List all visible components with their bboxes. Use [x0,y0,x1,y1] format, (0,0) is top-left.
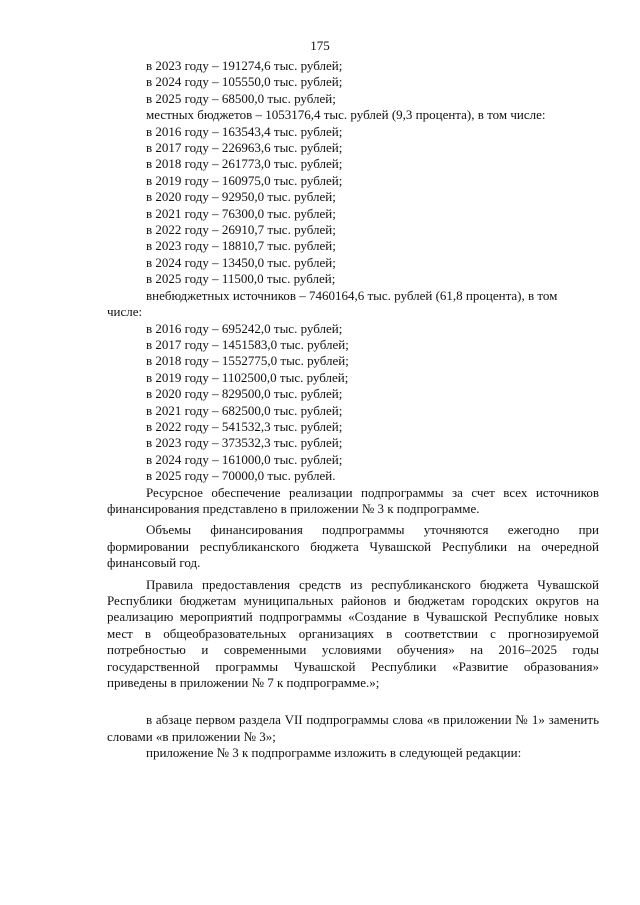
budget-line: в 2022 году – 26910,7 тыс. рублей; [146,222,336,238]
budget-line: в 2020 году – 829500,0 тыс. рублей; [146,386,343,402]
local-budgets-heading: местных бюджетов – 1053176,4 тыс. рублей (9,3 процента), в том числе: [146,107,546,123]
budget-line: в 2017 году – 1451583,0 тыс. рублей; [146,336,349,352]
amendment-paragraph: в абзаце первом раздела VII подпрограммы слова «в приложении № 1» заменить словами «в приложении № 3»; [107,712,599,744]
budget-line: в 2023 году – 373532,3 тыс. рублей; [146,435,343,451]
budget-line: в 2023 году – 18810,7 тыс. рублей; [146,238,336,254]
budget-line: в 2016 году – 695242,0 тыс. рублей; [146,320,343,336]
budget-line: в 2016 году – 163543,4 тыс. рублей; [146,123,343,139]
budget-line: в 2021 году – 76300,0 тыс. рублей; [146,205,336,221]
budget-line: в 2025 году – 70000,0 тыс. рублей. [146,468,336,484]
budget-line: в 2019 году – 1102500,0 тыс. рублей; [146,369,349,385]
budget-line: в 2024 году – 161000,0 тыс. рублей; [146,451,343,467]
budget-line: в 2017 году – 226963,6 тыс. рублей; [146,140,343,156]
page-number: 175 [310,38,330,53]
rules-paragraph: Правила предоставления средств из республиканского бюджета Чувашской Республики бюджетам муниципальных районов и бюджетам городских округов на реализацию мероприятий подпрограммы «Создание в Чувашской Республике новых мест в общеобразовательных организациях в соответствии с прогнозируемой потребностью и современными условиями обучения» на 2016–2025 годы государственной программы Чувашской Республики «Развитие образования» приведены в приложении № 7 к подпрограмме.»; [107,576,599,691]
budget-line: в 2018 году – 261773,0 тыс. рублей; [146,156,343,172]
budget-line: в 2023 году – 191274,6 тыс. рублей; [146,58,343,73]
financing-paragraph: Объемы финансирования подпрограммы уточняются ежегодно при формировании республиканского бюджета Чувашской Республики на очередной финансовый год. [107,522,599,571]
resource-paragraph: Ресурсное обеспечение реализации подпрограммы за счет всех источников финансирования представлено в приложении № 3 к подпрограмме. [107,484,599,516]
budget-lines-local [107,58,599,288]
budget-line: в 2019 году – 160975,0 тыс. рублей; [146,172,343,188]
extrabudget-heading-tail: числе: [107,304,143,320]
budget-line: в 2018 году – 1552775,0 тыс. рублей; [146,353,349,369]
budget-line: в 2025 году – 11500,0 тыс. рублей; [146,271,336,287]
budget-line: в 2024 году – 105550,0 тыс. рублей; [146,74,343,90]
budget-line: в 2025 году – 68500,0 тыс. рублей; [146,90,336,106]
document-body [107,58,599,762]
budget-line: в 2021 году – 682500,0 тыс. рублей; [146,402,343,418]
budget-lines-extrabudget [107,321,599,485]
budget-line: в 2020 году – 92950,0 тыс. рублей; [146,189,336,205]
appendix-paragraph: приложение № 3 к подпрограмме изложить в следующей редакции: [146,745,522,761]
extrabudget-heading: внебюджетных источников – 7460164,6 тыс. рублей (61,8 процента), в том [146,287,558,303]
budget-line: в 2024 году – 13450,0 тыс. рублей; [146,254,336,270]
budget-line: в 2022 году – 541532,3 тыс. рублей; [146,418,343,434]
